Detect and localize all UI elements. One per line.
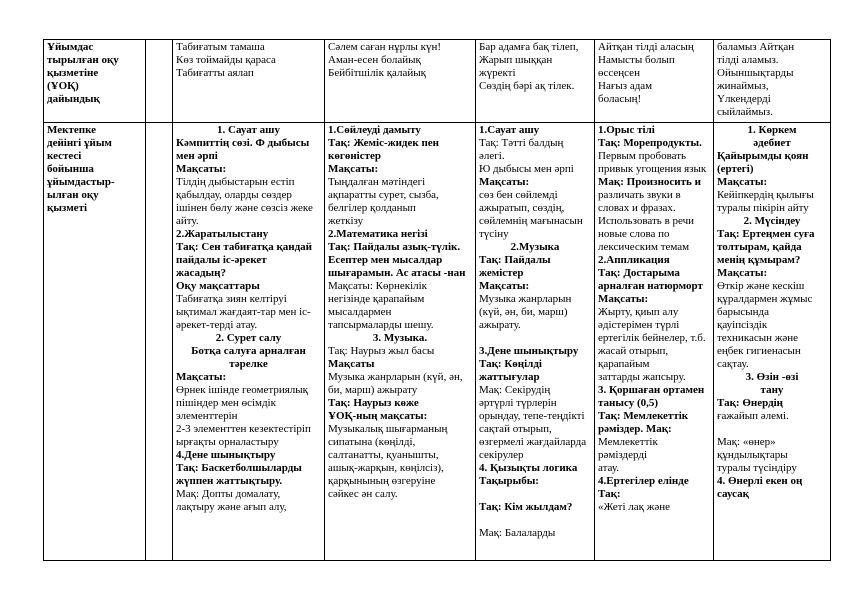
cell-line: Тақ: Сен табиғатқа қандай [176, 241, 313, 253]
cell-line: 2. Мүсіндеу [743, 215, 801, 227]
cell-line: Қайырымды қоян [717, 150, 809, 162]
cell-line: Мақсаты [328, 358, 375, 370]
cell-line: 2.Аппликация [598, 254, 670, 266]
cell-line: сақтай отырып, [479, 423, 552, 435]
cell-line: мен әрпі [176, 150, 218, 162]
cell-line: 1.Орыс тілі [598, 124, 655, 136]
cell-line: әлегі. [479, 150, 505, 162]
cell-line: жасай отырып, [598, 345, 669, 357]
cell-line: привык угощения язык [598, 163, 707, 175]
cell-line: 3.Дене шынықтыру [479, 345, 579, 357]
cell-line: секірулер [479, 449, 524, 461]
cell-line: Тілдің дыбыстарын естіп [176, 176, 295, 188]
cell-line: Мақ: Секірудің [479, 384, 551, 396]
cell-line: сәйкес ән салу. [328, 488, 398, 500]
cell-line: әрекет-терді атау. [176, 319, 258, 331]
cell-line: Ұйымдас [47, 41, 94, 53]
cell-line: ішінен бөлу және сөзсіз жеке [176, 202, 313, 214]
cell-line: өзгермелі жағдайларда [479, 436, 587, 448]
cell-line: Табиғатқа зиян келтіруі [176, 293, 287, 305]
activities-day-1 [173, 123, 325, 561]
cell-line: Использовать в речи [598, 215, 695, 227]
cell-line: 2. Сурет салу [215, 332, 282, 344]
activities-day-3 [476, 123, 595, 561]
cell-line: құралдармен жұмыс [717, 293, 813, 305]
cell-line: ғажайып әлемі. [717, 410, 789, 422]
cell-line: Бейбітшілік қалайық [328, 67, 427, 79]
cell-line: Мақсаты: [328, 163, 379, 175]
cell-line: Жырту, қиып алу [598, 306, 679, 318]
cell-line: Мақ: Балаларды [479, 527, 556, 539]
verse-cell-4 [595, 40, 714, 123]
cell-line: түсіну [479, 228, 509, 240]
cell-line: Өрнек ішінде геометриялық [176, 384, 308, 396]
cell-line: рәміздерді [598, 449, 648, 461]
cell-line: қарапайым [598, 358, 650, 370]
cell-line: 2.Музыка [510, 241, 560, 253]
cell-line: (күй, ән, би, марш) [479, 306, 568, 318]
cell-line: Сөздің бәрі ақ тілек. [479, 80, 575, 92]
cell-line: Музыкалық шығарманың [328, 423, 448, 435]
cell-line: сөйлемнің мағынасын [479, 215, 583, 227]
cell-line: Тақ: Пайдалы азық-түлік. [328, 241, 461, 253]
cell-line: 1.Сөйлеуді дамыту [328, 124, 421, 136]
cell-line: тану [760, 384, 784, 396]
cell-line: Көз тоймайды қараса [176, 54, 276, 66]
cell-line: рәміздер. Мақ: [598, 423, 672, 435]
cell-line: Үлкендерді [717, 93, 771, 105]
schedule-table [43, 39, 831, 561]
cell-line: кестесі [47, 150, 82, 162]
cell-line: жүппен жаттықтыру. [176, 475, 283, 487]
cell-line: Кейіпкердің қылығы [717, 189, 814, 201]
cell-line: 2.Математика негізі [328, 228, 428, 240]
cell-line: көгөністер [328, 150, 382, 162]
cell-line: 1.Сауат ашу [479, 124, 540, 136]
cell-line: дейінгі ұйым [47, 137, 112, 149]
cell-line: Аман-есен болайық [328, 54, 421, 66]
cell-line: қызметі [47, 202, 88, 214]
cell-line: Жарып шыққан [479, 54, 553, 66]
cell-line: қызметіне [47, 67, 99, 79]
activities-day-4 [595, 123, 714, 561]
cell-line: Тақ: Пайдалы [479, 254, 551, 266]
cell-line: өссеңсен [598, 67, 640, 79]
cell-line: дайындық [47, 93, 100, 105]
cell-line: тапсырмаларды шешу. [328, 319, 434, 331]
cell-line: жасадың? [176, 267, 226, 279]
cell-line: Ю дыбысы мен әрпі [479, 163, 574, 175]
cell-line: қауіпсіздік [717, 319, 768, 331]
cell-line: жемістер [479, 267, 524, 279]
cell-line: Мақ: Произносить и [598, 176, 701, 188]
cell-line: Намысты болып [598, 54, 675, 66]
cell-line [479, 514, 591, 527]
cell-line: тырылған оқу [47, 54, 119, 66]
cell-line: Ботқа салуға арналған [191, 345, 306, 357]
cell-line: Музыка жанрларын (күй, ән, [328, 371, 463, 383]
cell-line: Нағыз адам [598, 80, 653, 92]
cell-line: Мектепке [47, 124, 97, 136]
cell-line: ықтимал жағдаят-тар мен іс- [176, 306, 311, 318]
cell-line: Тыңдалған мәтіндегі [328, 176, 426, 188]
cell-line: 3. Музыка. [372, 332, 428, 344]
cell-line: 3. Қоршаған ортамен [598, 384, 705, 396]
cell-line: 2-3 элементтен кезектестіріп [176, 423, 311, 435]
cell-line: Тақ: Ертеңмен суға [717, 228, 815, 240]
cell-line: жинаймыз, [717, 80, 769, 92]
cell-line: словах и фразах. [598, 202, 676, 214]
cell-line: ашық-жарқын, көңілсіз), [328, 462, 444, 474]
cell-line: 4. Қызықты логика [479, 462, 578, 474]
cell-line: Мақсаты: [176, 163, 227, 175]
cell-line: барысында [717, 306, 770, 318]
cell-line: (ҰОҚ) [47, 80, 79, 92]
cell-line: Мақсаты: [717, 176, 768, 188]
cell-line: айту. [176, 215, 199, 227]
cell-line: тәрелке [229, 358, 268, 370]
cell-line: Айтқан тілді аласың [598, 41, 694, 53]
cell-line: сыйлаймыз. [717, 106, 773, 118]
verse-cell-2 [325, 40, 476, 123]
row-label-preparation [44, 40, 146, 123]
cell-line: Первым пробовать [598, 150, 687, 162]
cell-line: ылған оқу [47, 189, 99, 201]
cell-line: элементтерін [176, 410, 238, 422]
cell-line: Тақ: Морепродукты. [598, 137, 702, 149]
cell-line: туралы пікірін айту [717, 202, 809, 214]
cell-line: атау. [598, 462, 620, 474]
cell-line: Тақ: Тәтті балдың [479, 137, 564, 149]
cell-line: Тақ: Достарыма [598, 267, 680, 279]
cell-line: ақпаратты сурет, сызба, [328, 189, 439, 201]
cell-line: 4.Ертегілер елінде [598, 475, 689, 487]
cell-line: ертегілік бейнелер, т.б. [598, 332, 706, 344]
activities-day-5 [714, 123, 831, 561]
row-label-activities [44, 123, 146, 561]
cell-line: пішіндер мен өсімдік [176, 397, 276, 409]
cell-line: би, марш) ажырату [328, 384, 418, 396]
cell-line: сақтау. [717, 358, 749, 370]
cell-line: Мақ: Допты домалату, [176, 488, 281, 500]
cell-line: ҰОҚ-ның мақсаты: [328, 410, 428, 422]
cell-line: различать звуки в [598, 189, 681, 201]
cell-line: туралы түсіндіру [717, 462, 797, 474]
cell-line: Есептер мен мысалдар [328, 254, 443, 266]
cell-line: орындау, тепе-теңдікті [479, 410, 585, 422]
cell-line: Тақ: Наурыз жыл басы [328, 345, 435, 357]
activities-row [44, 123, 831, 561]
cell-line: 2.Жаратылыстану [176, 228, 269, 240]
cell-line: Тақ: Кім жылдам? [479, 501, 573, 513]
cell-line: әдебиет [753, 137, 791, 149]
verse-cell-5 [714, 40, 831, 123]
cell-line: Бар адамға бақ тілеп, [479, 41, 579, 53]
cell-line: Тақ: Жеміс-жидек пен [328, 137, 440, 149]
cell-line: сөз бен сөйлемді [479, 189, 558, 201]
cell-line: Мақсаты: [479, 280, 530, 292]
cell-line: 3. Өзін -өзі [745, 371, 799, 383]
cell-line: еңбек гигиенасын [717, 345, 801, 357]
cell-line: ұйымдастыр- [47, 176, 115, 188]
cell-line: саусақ [717, 488, 749, 500]
cell-line: қабылдау, оларды сөздер [176, 189, 292, 201]
cell-line: арналған натюрморт [598, 280, 703, 292]
cell-line: Мақсаты: [598, 293, 649, 305]
cell-line: Табиғатым тамаша [176, 41, 265, 53]
cell-line: танысу (0,5) [598, 397, 659, 409]
cell-line: жеткізу [328, 215, 364, 227]
cell-line: ажырату. [479, 319, 521, 331]
cell-line: қарқынының өзгеруіне [328, 475, 436, 487]
cell-line: Тақ: Көңілді [479, 358, 542, 370]
verse-cell-3 [476, 40, 595, 123]
cell-line: Сәлем саған нұрлы күн! [328, 41, 441, 53]
cell-line: Мақсаты: Көрнекілік [328, 280, 428, 292]
cell-line: мысалдармен [328, 306, 392, 318]
cell-line: Мақсаты: [176, 371, 227, 383]
cell-line: Табиғатты аялап [176, 67, 254, 79]
cell-line: құндылықтары [717, 449, 788, 461]
cell-line: толтырам, қайда [717, 241, 802, 253]
cell-line [717, 423, 827, 436]
cell-line: Өткір және кескіш [717, 280, 805, 292]
cell-line [479, 332, 591, 345]
cell-line: Мемлекеттік [598, 436, 658, 448]
cell-line: ырғақты орналастыру [176, 436, 279, 448]
cell-line: (ертегі) [717, 163, 754, 175]
cell-line: Оқу мақсаттары [176, 280, 260, 292]
cell-line: әдістерімен түрлі [598, 319, 680, 331]
cell-line: Тақырыбы: [479, 475, 539, 487]
empty-cell [146, 123, 173, 561]
cell-line: Мақ: «өнер» [717, 436, 776, 448]
cell-line: Кәмпиттің сөзі. Ф дыбысы [176, 137, 310, 149]
cell-line: Мақсаты: [479, 176, 530, 188]
cell-line: ажыратып, сөздің, [479, 202, 565, 214]
cell-line: техникасын және [717, 332, 799, 344]
cell-line: лексическим темам [598, 241, 690, 253]
cell-line: жаттығулар [479, 371, 540, 383]
cell-line: бойынша [47, 163, 94, 175]
cell-line: 1. Сауат ашу [217, 124, 280, 136]
cell-line: 1. Көркем [747, 124, 797, 136]
cell-line: негізінде қарапайым [328, 293, 425, 305]
cell-line: Мақсаты: [717, 267, 768, 279]
cell-line: Музыка жанрларын [479, 293, 572, 305]
cell-line: белгілер қолданып [328, 202, 416, 214]
cell-line: әртүрлі түрлерін [479, 397, 557, 409]
preparation-row [44, 40, 831, 123]
cell-line: «Жеті лақ және [598, 501, 671, 513]
cell-line: Ойыншықтарды [717, 67, 794, 79]
cell-line: баламыз Айтқан [717, 41, 795, 53]
cell-line: тілді аламыз. [717, 54, 779, 66]
empty-cell [146, 40, 173, 123]
cell-line [479, 488, 591, 501]
activities-day-2 [325, 123, 476, 561]
cell-line: Тақ: [598, 488, 621, 500]
cell-line: салтанатты, қуанышты, [328, 449, 439, 461]
cell-line: боласың! [598, 93, 642, 105]
cell-line: жүректі [479, 67, 516, 79]
cell-line: новые слова по [598, 228, 670, 240]
verse-cell-1 [173, 40, 325, 123]
cell-line: лақтыру және ағып алу, [176, 501, 287, 513]
cell-line: пайдалы іс-әрекет [176, 254, 267, 266]
cell-line: заттарды жапсыру. [598, 371, 686, 383]
cell-line: менің құмырам? [717, 254, 801, 266]
cell-line: 4. Өнерлі екен оң [717, 475, 803, 487]
cell-line: Тақ: Мемлекеттік [598, 410, 689, 422]
cell-line: шығарамын. Ас атасы -нан [328, 267, 466, 279]
cell-line: сипатына (көңілді, [328, 436, 416, 448]
cell-line: Тақ: Өнердің [717, 397, 784, 409]
cell-line: Тақ: Баскетболшыларды [176, 462, 302, 474]
cell-line: 4.Дене шынықтыру [176, 449, 276, 461]
cell-line: Тақ: Наурыз көже [328, 397, 419, 409]
